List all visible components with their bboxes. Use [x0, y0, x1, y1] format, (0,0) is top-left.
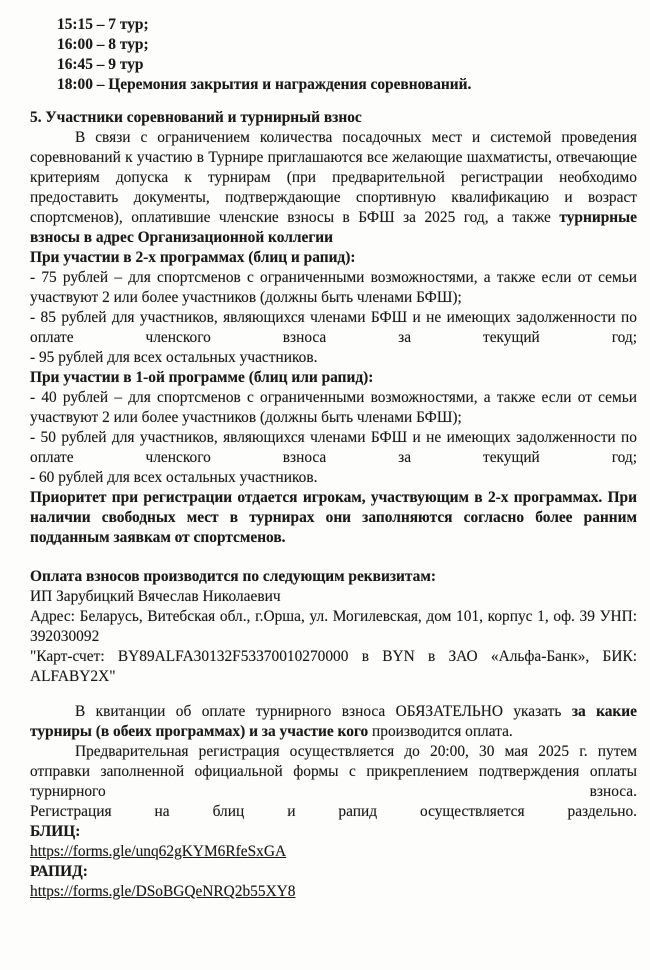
- blitz-form-link[interactable]: https://forms.gle/unq62gKYM6RfeSxGA: [30, 843, 287, 860]
- section-5-heading: 5. Участники соревнований и турнирный взнос: [30, 109, 362, 126]
- schedule-line-closing-ceremony: 18:00 – Церемония закрытия и награждения соревнований.: [57, 76, 472, 93]
- two-programs-heading: При участии в 2-х программах (блиц и рапид):: [30, 249, 356, 266]
- separate-registration-line: Регистрация на блиц и рапид осуществляется раздельно.: [30, 803, 637, 820]
- receipt-text-start: В квитанции об оплате турнирного взноса ОБЯЗАТЕЛЬНО указать: [75, 703, 572, 720]
- payment-heading: Оплата взносов производится по следующим реквизитам:: [30, 568, 436, 585]
- payee-line: ИП Зарубицкий Вячеслав Николаевич: [30, 588, 281, 605]
- account-line: "Карт-счет: BY89ALFA30132F53370010270000 в BYN в ЗАО «Альфа-Банк», БИК: ALFABY2X": [30, 648, 637, 685]
- receipt-bold-text: за какие турниры (в обеих программах) и за участие кого: [30, 703, 637, 740]
- rapid-form-link[interactable]: https://forms.gle/DSoBGQeNRQ2b55XY8: [30, 883, 296, 900]
- blitz-label: БЛИЦ:: [30, 823, 81, 840]
- one-program-heading: При участии в 1-ой программе (блиц или рапид):: [30, 369, 374, 386]
- receipt-text-end: производится оплата.: [368, 723, 513, 740]
- intro-bold-text: турнирные взносы в адрес Организационной коллегии: [30, 209, 637, 246]
- schedule-line-round-9: 16:45 – 9 тур: [57, 56, 144, 73]
- intro-paragraph: [30, 128, 637, 248]
- schedule-list: [30, 15, 637, 95]
- fee-item-one-program-60: - 60 рублей для всех остальных участников.: [30, 469, 318, 486]
- fee-item-two-programs-85: - 85 рублей для участников, являющихся членами БФШ и не имеющих задолженности по оплате членского взноса за текущий год;: [30, 309, 637, 346]
- address-line: Адрес: Беларусь, Витебская обл., г.Орша, ул. Могилевская, дом 101, корпус 1, оф. 39 УНП: 392030092: [30, 608, 637, 645]
- fee-item-two-programs-95: - 95 рублей для всех остальных участников.: [30, 349, 318, 366]
- fee-item-two-programs-75: - 75 рублей – для спортсменов с ограниченными возможностями, а также если от семьи участвуют 2 или более участников (должны быть членами БФШ);: [30, 269, 637, 306]
- fee-item-one-program-50: - 50 рублей для участников, являющихся членами БФШ и не имеющих задолженности по оплате членского взноса за текущий год;: [30, 429, 637, 466]
- fee-item-one-program-40: - 40 рублей – для спортсменов с ограниченными возможностями, а также если от семьи участвуют 2 или более участников (должны быть членами БФШ);: [30, 389, 637, 426]
- rapid-label: РАПИД:: [30, 863, 88, 880]
- schedule-line-round-7: 15:15 – 7 тур;: [57, 16, 149, 33]
- receipt-paragraph: [30, 702, 637, 742]
- schedule-line-round-8: 16:00 – 8 тур;: [57, 36, 149, 53]
- registration-deadline-paragraph: Предварительная регистрация осуществляется до 20:00, 30 мая 2025 г. путем отправки заполненной официальной формы с прикреплением подтверждения оплаты турнирного взноса.: [30, 743, 637, 800]
- intro-text: В связи с ограничением количества посадочных мест и системой проведения соревнований к участию в Турнире приглашаются все желающие шахматисты, отвечающие критериям допуска к турнирам (при предварительной регистрации необходимо предоставить документы, подтверждающие спортивную квалификацию и возраст спортсменов), оплатившие членские взносы в БФШ за 2025 год, а также: [30, 129, 637, 226]
- priority-paragraph: Приоритет при регистрации отдается игрокам, участвующим в 2-х программах. При наличии свободных мест в турнирах они заполняются согласно более ранним подданным заявкам от спортсменов.: [30, 489, 637, 546]
